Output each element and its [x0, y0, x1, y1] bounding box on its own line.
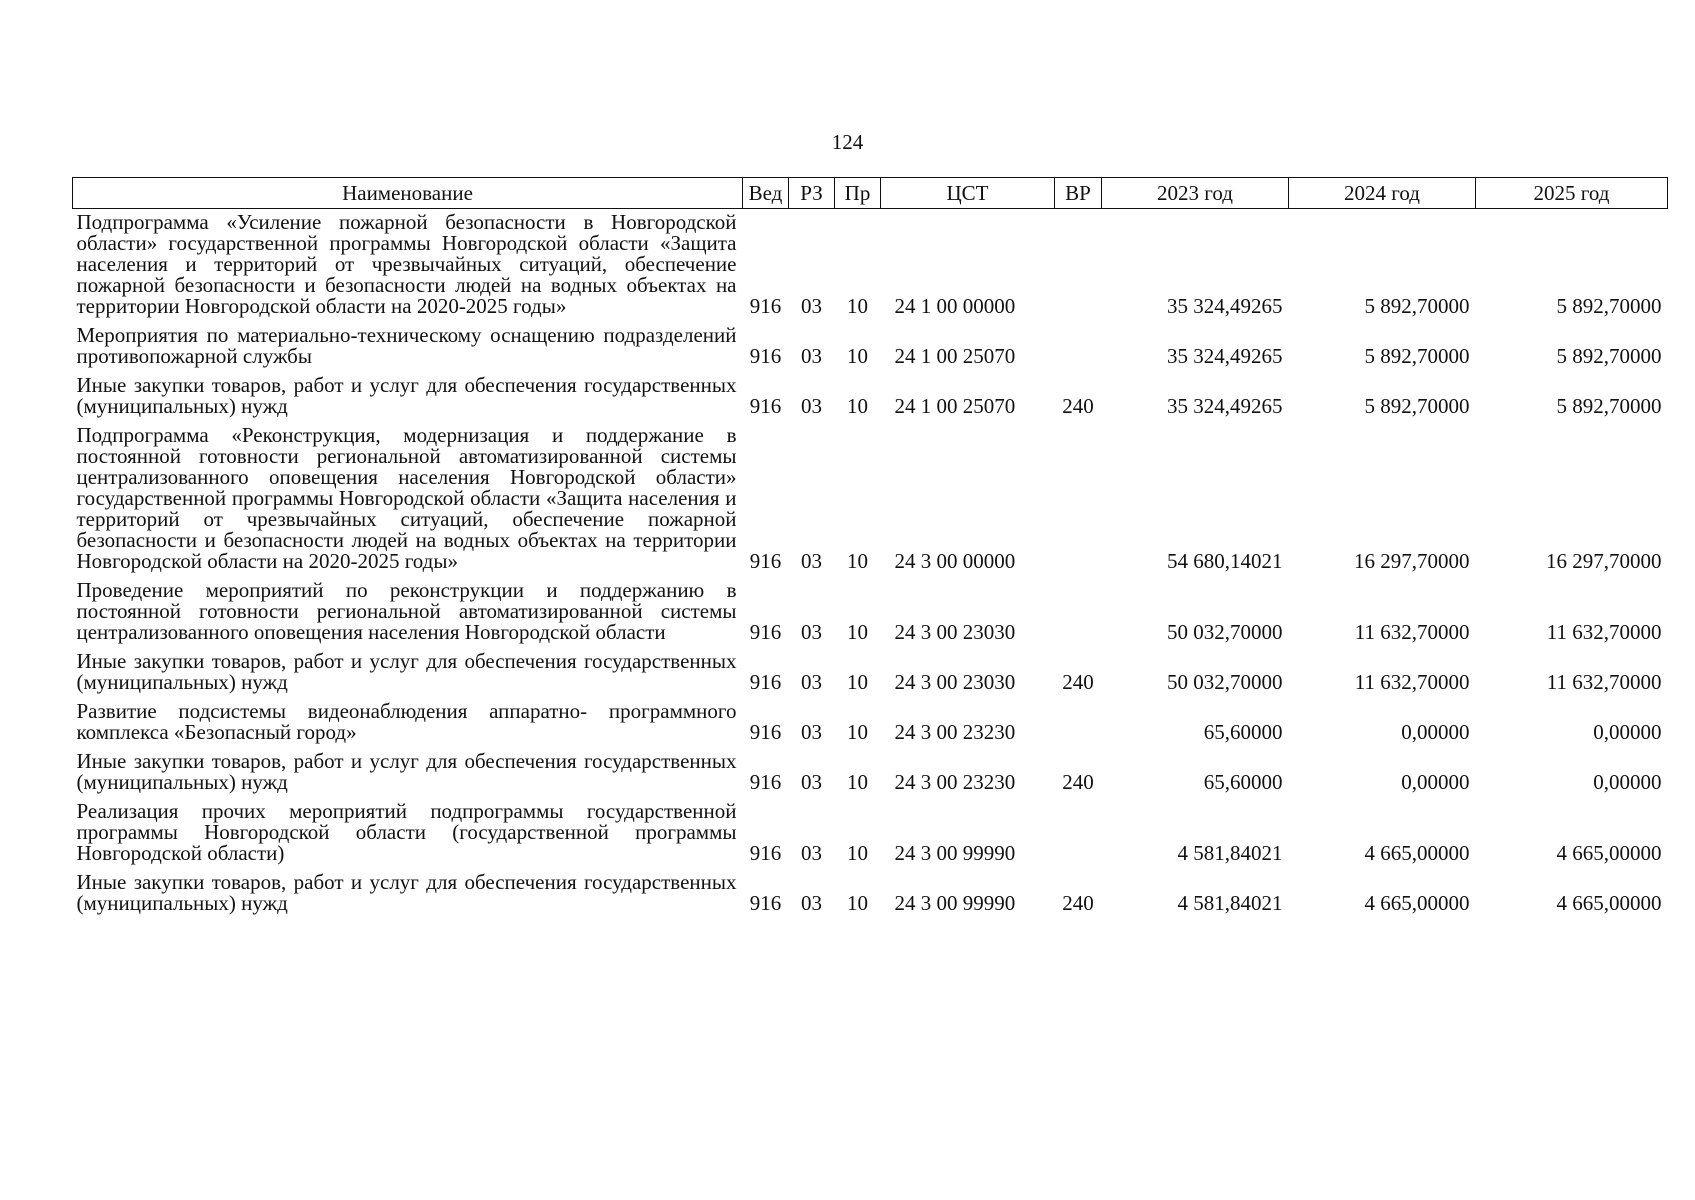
cell-ved: 916	[749, 841, 782, 865]
cell-rz: 03	[801, 720, 822, 744]
cell-pr: 10	[847, 294, 868, 318]
cell-name: Проведение мероприятий по реконструкции и поддержанию в постоянной готовности региональной автоматизированной системы централизованного оповещения населения Новгородской области	[76, 578, 737, 644]
header-year-2023: 2023 год	[1102, 178, 1289, 209]
cell-pr: 10	[847, 670, 868, 694]
cell-vr	[1055, 698, 1102, 748]
cell-pr: 10	[847, 891, 868, 915]
table-row	[73, 322, 1668, 372]
cell-amount-2023: 65,60000	[1203, 720, 1283, 744]
cell-amount-2023: 54 680,14021	[1167, 549, 1283, 573]
header-vr: ВР	[1055, 178, 1102, 209]
cell-cst: 24 3 00 23030	[894, 670, 1016, 694]
header-pr: Пр	[835, 178, 881, 209]
cell-rz: 03	[801, 549, 822, 573]
cell-amount-2024: 0,00000	[1401, 720, 1470, 744]
cell-amount-2025: 11 632,70000	[1546, 670, 1662, 694]
cell-name: Мероприятия по материально-техническому оснащению подразделений противопожарной службы	[76, 323, 737, 368]
cell-name: Иные закупки товаров, работ и услуг для обеспечения государственных (муниципальных) нужд	[76, 649, 737, 694]
table-row	[73, 209, 1668, 323]
cell-amount-2023: 50 032,70000	[1167, 670, 1283, 694]
cell-ved: 916	[749, 891, 782, 915]
cell-amount-2025: 16 297,70000	[1546, 549, 1662, 573]
table-row	[73, 869, 1668, 919]
cell-rz: 03	[801, 770, 822, 794]
cell-vr: 240	[1062, 670, 1094, 694]
cell-cst: 24 1 00 25070	[894, 394, 1016, 418]
cell-ved: 916	[749, 720, 782, 744]
cell-amount-2024: 5 892,70000	[1364, 294, 1470, 318]
page-number: 124	[831, 130, 864, 154]
cell-amount-2024: 4 665,00000	[1364, 841, 1470, 865]
cell-ved: 916	[749, 394, 782, 418]
cell-amount-2025: 4 665,00000	[1556, 841, 1662, 865]
cell-amount-2024: 11 632,70000	[1354, 670, 1470, 694]
cell-cst: 24 3 00 00000	[894, 549, 1016, 573]
cell-name: Подпрограмма «Усиление пожарной безопасности в Новгородской области» государственной программы Новгородской области «Защита населения и территорий от чрезвычайных ситуаций, обеспечение пожарной безопасности и безопасности людей на водных объектах на территории Новгородской области на 2020-2025 годы»	[76, 210, 737, 318]
table-row	[73, 372, 1668, 422]
cell-amount-2023: 65,60000	[1203, 770, 1283, 794]
cell-vr: 240	[1062, 891, 1094, 915]
cell-rz: 03	[801, 394, 822, 418]
cell-amount-2025: 5 892,70000	[1556, 344, 1662, 368]
cell-amount-2023: 35 324,49265	[1167, 294, 1283, 318]
cell-ved: 916	[749, 549, 782, 573]
cell-amount-2024: 4 665,00000	[1364, 891, 1470, 915]
cell-pr: 10	[847, 344, 868, 368]
cell-name: Подпрограмма «Реконструкция, модернизация и поддержание в постоянной готовности региональной автоматизированной системы централизованного оповещения населения Новгородской области» государственной программы Новгородской области «Защита населения и территорий от чрезвычайных ситуаций, обеспечение пожарной безопасности и безопасности людей на водных объектах на территории Новгородской области на 2020-2025 годы»	[76, 423, 737, 573]
cell-name: Иные закупки товаров, работ и услуг для обеспечения государственных (муниципальных) нужд	[76, 749, 737, 794]
cell-cst: 24 3 00 23230	[894, 720, 1016, 744]
cell-vr	[1055, 798, 1102, 869]
cell-pr: 10	[847, 620, 868, 644]
cell-rz: 03	[801, 670, 822, 694]
table-header-row	[73, 178, 1668, 209]
header-name: Наименование	[73, 178, 743, 209]
cell-amount-2023: 35 324,49265	[1167, 394, 1283, 418]
table-row	[73, 698, 1668, 748]
cell-rz: 03	[801, 294, 822, 318]
cell-amount-2024: 16 297,70000	[1354, 549, 1470, 573]
table-body	[73, 209, 1668, 920]
cell-rz: 03	[801, 344, 822, 368]
cell-pr: 10	[847, 770, 868, 794]
table-row	[73, 577, 1668, 648]
cell-rz: 03	[801, 841, 822, 865]
table-row	[73, 748, 1668, 798]
header-year-2024: 2024 год	[1289, 178, 1476, 209]
header-rz: РЗ	[789, 178, 835, 209]
cell-amount-2025: 5 892,70000	[1556, 394, 1662, 418]
cell-name: Иные закупки товаров, работ и услуг для обеспечения государственных (муниципальных) нужд	[76, 373, 737, 418]
budget-table	[72, 177, 1668, 919]
cell-amount-2023: 4 581,84021	[1177, 841, 1283, 865]
cell-amount-2024: 11 632,70000	[1354, 620, 1470, 644]
cell-amount-2023: 4 581,84021	[1177, 891, 1283, 915]
cell-amount-2025: 0,00000	[1593, 770, 1662, 794]
cell-cst: 24 1 00 25070	[894, 344, 1016, 368]
cell-vr: 240	[1062, 770, 1094, 794]
cell-ved: 916	[749, 344, 782, 368]
cell-ved: 916	[749, 670, 782, 694]
cell-vr	[1055, 209, 1102, 323]
cell-vr	[1055, 422, 1102, 577]
cell-pr: 10	[847, 549, 868, 573]
cell-amount-2025: 4 665,00000	[1556, 891, 1662, 915]
cell-cst: 24 3 00 23230	[894, 770, 1016, 794]
table-row	[73, 648, 1668, 698]
cell-amount-2025: 5 892,70000	[1556, 294, 1662, 318]
table-row	[73, 798, 1668, 869]
cell-amount-2023: 35 324,49265	[1167, 344, 1283, 368]
cell-name: Реализация прочих мероприятий подпрограммы государственной программы Новгородской области (государственной программы Новгородской области)	[76, 799, 737, 865]
cell-amount-2024: 5 892,70000	[1364, 394, 1470, 418]
header-year-2025: 2025 год	[1476, 178, 1668, 209]
table-row	[73, 422, 1668, 577]
cell-ved: 916	[749, 294, 782, 318]
header-cst: ЦСТ	[881, 178, 1055, 209]
cell-amount-2024: 0,00000	[1401, 770, 1470, 794]
cell-amount-2025: 11 632,70000	[1546, 620, 1662, 644]
cell-vr	[1055, 322, 1102, 372]
cell-amount-2024: 5 892,70000	[1364, 344, 1470, 368]
header-ved: Вед	[743, 178, 789, 209]
cell-amount-2023: 50 032,70000	[1167, 620, 1283, 644]
cell-cst: 24 3 00 23030	[894, 620, 1016, 644]
cell-pr: 10	[847, 841, 868, 865]
cell-cst: 24 3 00 99990	[894, 841, 1016, 865]
cell-pr: 10	[847, 394, 868, 418]
cell-ved: 916	[749, 770, 782, 794]
cell-vr: 240	[1062, 394, 1094, 418]
cell-rz: 03	[801, 891, 822, 915]
cell-cst: 24 1 00 00000	[894, 294, 1016, 318]
cell-name: Развитие подсистемы видеонаблюдения аппаратно- программного комплекса «Безопасный город»	[76, 699, 737, 744]
cell-ved: 916	[749, 620, 782, 644]
cell-cst: 24 3 00 99990	[894, 891, 1016, 915]
cell-vr	[1055, 577, 1102, 648]
cell-rz: 03	[801, 620, 822, 644]
cell-name: Иные закупки товаров, работ и услуг для обеспечения государственных (муниципальных) нужд	[76, 870, 737, 915]
cell-amount-2025: 0,00000	[1593, 720, 1662, 744]
cell-pr: 10	[847, 720, 868, 744]
